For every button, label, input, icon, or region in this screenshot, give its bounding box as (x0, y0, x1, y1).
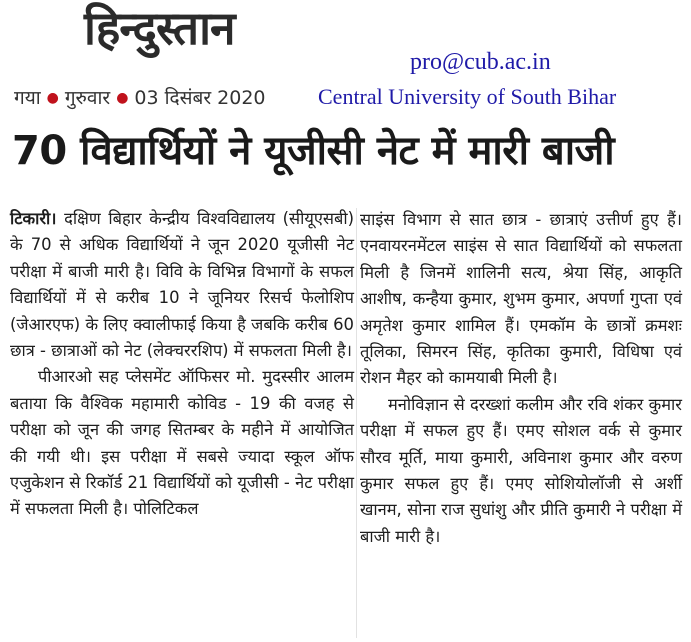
article-column-right (360, 207, 682, 550)
newspaper-masthead: हिन्दुस्तान (84, 1, 235, 55)
article-paragraph: पीआरओ सह प्लेसमेंट ऑफिसर मो. मुदस्सीर आलम बताया कि वैश्विक महामारी कोविड - 19 की वजह से परीक्षा को जून की जगह सितम्बर के महीने में आयोजित की गयी थी। इस परीक्षा में सबसे ज्यादा स्कूल ऑफ एजुकेशन से रिकॉर्ड 21 विद्यार्थियों को यूजीसी - नेट परीक्षा में सफलता मिली है। पोलिटिकल (10, 367, 354, 519)
article-column-left (10, 206, 354, 523)
article-dateline-place: टिकारी। (10, 209, 57, 228)
bullet-icon: ● (46, 90, 59, 106)
article-headline: 70 विद्यार्थियों ने यूजीसी नेट में मारी बाजी (12, 128, 615, 174)
bullet-icon: ● (116, 90, 129, 106)
dateline-date: 03 दिसंबर 2020 (134, 87, 266, 109)
contact-email: pro@cub.ac.in (410, 49, 551, 75)
article-paragraph: मनोविज्ञान से दरख्शां कलीम और रवि शंकर कुमार परीक्षा में सफल हुए हैं। एमए सोशल वर्क से कुमार सौरव मूर्ति, माया कुमारी, अविनाश कुमार और वरुण कुमार सफल हुए हैं। एमए सोशियोलॉजी से अर्शी खानम, सोना राज सुधांशु और प्रीति कुमारी ने परीक्षा में बाजी मारी है। (360, 394, 682, 546)
article-paragraph (10, 206, 354, 364)
dateline-day: गुरुवार (64, 87, 111, 109)
institution-name: Central University of South Bihar (318, 84, 617, 109)
dateline (14, 86, 266, 110)
article-paragraph: साइंस विभाग से सात छात्र - छात्राएं उत्तीर्ण हुए हैं। एनवायरनमेंटल साइंस से सात विद्यार्थियों को सफलता मिली है जिनमें शालिनी सत्य, श्रेया सिंह, आकृति आशीष, कन्हैया कुमार, शुभम कुमार, अपर्णा गुप्ता एवं अमृतेश कुमार शामिल हैं। एमकॉम के छात्रों क्रमशः तूलिका, सिमरन सिंह, कृतिका कुमारी, विधिषा एवं रोशन मैहर को कामयाबी मिली है। (360, 210, 682, 388)
column-divider (356, 208, 357, 638)
article-paragraph-text: दक्षिण बिहार केन्द्रीय विश्वविद्यालय (सीयूएसबी) के 70 से अधिक विद्यार्थियों ने जून 2020 यूजीसी नेट परीक्षा में बाजी मारी है। विवि के विभिन्न विभागों के सफल विद्यार्थियों में से करीब 10 ने जूनियर रिसर्च फेलोशिप (जेआरएफ) के लिए क्वालीफाई किया है जबकि करीब 60 छात्र - छात्राओं को नेट (लेक्चररशिप) में सफलता मिली है। (10, 209, 354, 361)
dateline-city: गया (14, 87, 41, 109)
